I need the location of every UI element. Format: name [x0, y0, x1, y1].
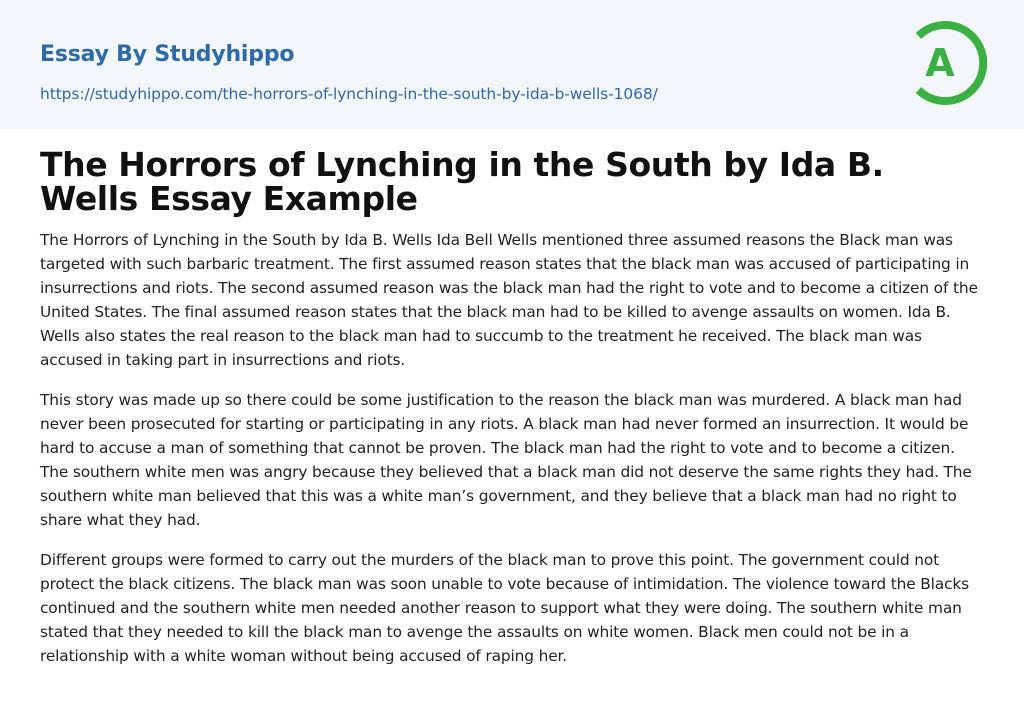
site-header — [0, 0, 1024, 129]
article-paragraph: This story was made up so there could be some justification to the reason the black man was murdered. A black man had never been prosecuted for starting or participating in any riots. A black man had never formed an insurrection. It would be hard to accuse a man of something that cannot be proven. The black man had the right to vote and to become a citizen. The southern white men was angry because they believed that a black man did not deserve the same rights they had. The southern white man believed that this was a white man’s government, and they believe that a black man had no right to share what they had. — [40, 391, 972, 529]
article-title: The Horrors of Lynching in the South by Ida B. Wells Essay Example — [40, 145, 884, 218]
site-brand[interactable]: Essay By Studyhippo — [40, 42, 295, 67]
page-url-link[interactable]: https://studyhippo.com/the-horrors-of-lynching-in-the-south-by-ida-b-wells-1068/ — [40, 85, 658, 103]
article — [40, 145, 986, 684]
article-paragraph: Different groups were formed to carry out the murders of the black man to prove this point. The government could not protect the black citizens. The black man was soon unable to vote because of intimidation. The violence toward the Blacks continued and the southern white men needed another reason to support what they were doing. The southern white man stated that they needed to kill the black man to avenge the assaults on white women. Black men could not be in a relationship with a white woman without being accused of raping her. — [40, 551, 970, 665]
logo-letter: A — [925, 41, 955, 85]
logo-a-icon[interactable] — [910, 18, 988, 108]
article-paragraph: The Horrors of Lynching in the South by Ida B. Wells Ida Bell Wells mentioned three assumed reasons the Black man was targeted with such barbaric treatment. The first assumed reason states that the black man was accused of participating in insurrections and riots. The second assumed reason was the black man had the right to vote and to become a citizen of the United States. The final assumed reason states that the black man had to be killed to avenge assaults on women. Ida B. Wells also states the real reason to the black man had to succumb to the treatment he received. The black man was accused in taking part in insurrections and riots. — [40, 231, 978, 369]
